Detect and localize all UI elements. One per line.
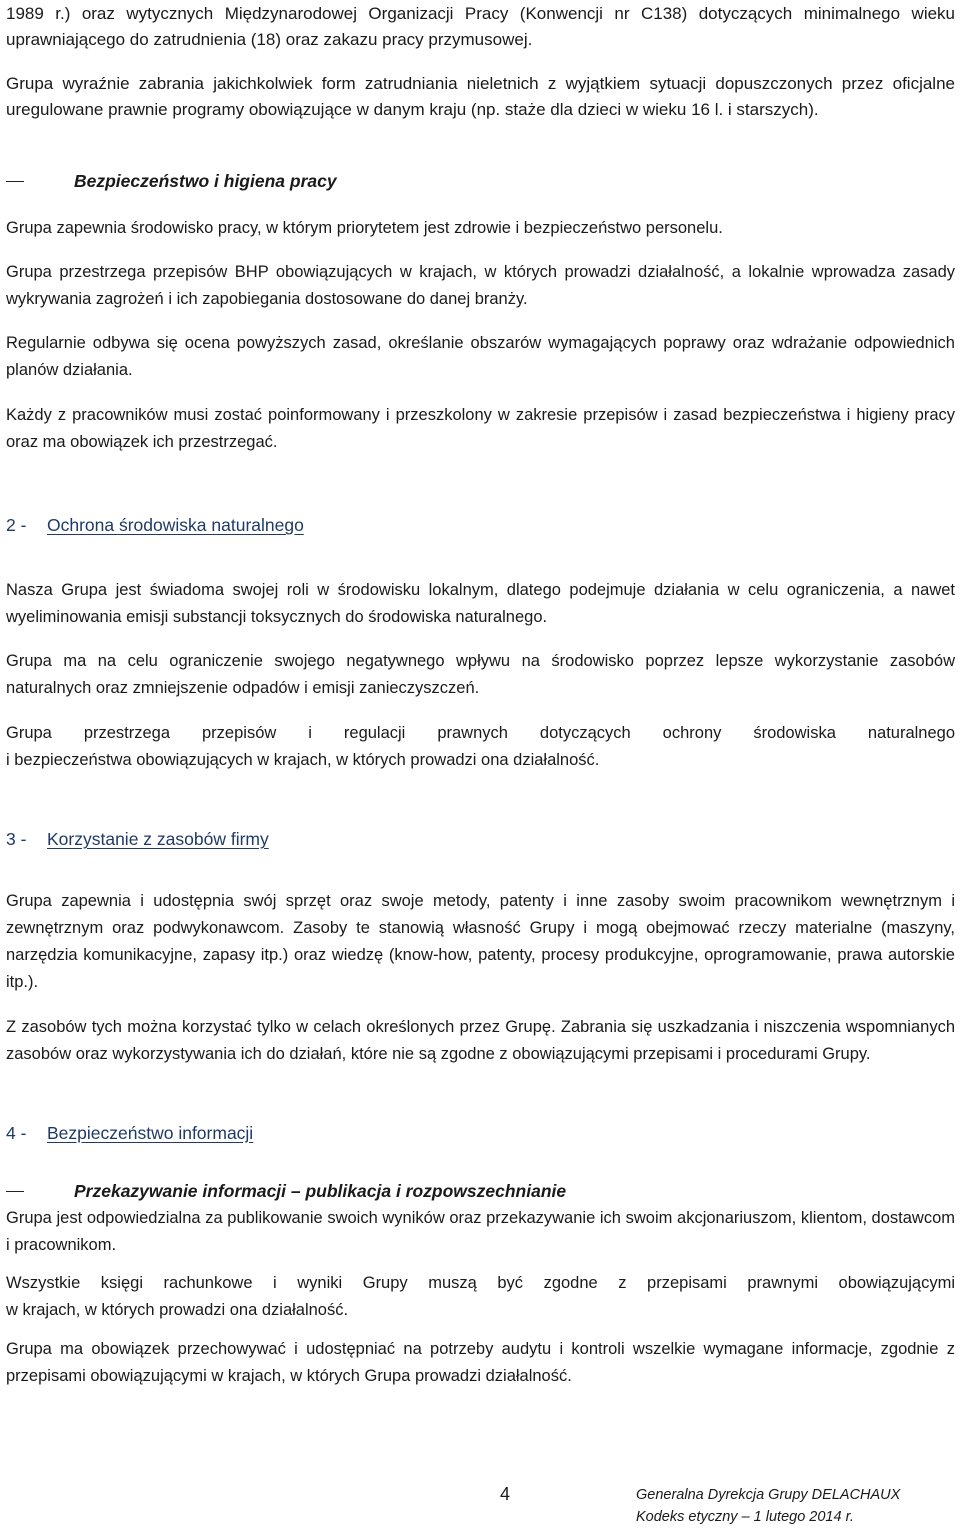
section-4-paragraph-1: Grupa jest odpowiedzialna za publikowanie swoich wyników oraz przekazywanie ich swoim akcjonariuszom, klientom, dostawcom i pracownikom. (6, 1209, 955, 1254)
section-2-paragraph-1: Nasza Grupa jest świadoma swojej roli w środowisku lokalnym, dlatego podejmuje działania w celu ograniczenia, a nawet wyeliminowania emisji substancji toksycznych do środowiska naturalnego. (6, 581, 955, 626)
intro-paragraph-2: Grupa wyraźnie zabrania jakichkolwiek form zatrudniania nieletnich z wyjątkiem sytuacji dopuszczonych przez oficjalne uregulowane prawnie programy obowiązujące w danym kraju (np. staże dla dzieci w wieku 16 l. i starszych). (6, 74, 955, 119)
intro-paragraph-1: 1989 r.) oraz wytycznych Międzynarodowej Organizacji Pracy (Konwencji nr C138) dotyczących minimalnego wieku uprawniającego do zatrudnienia (18) oraz zakazu pracy przymusowej. (6, 4, 955, 49)
footer-line-2: Kodeks etyczny – 1 lutego 2014 r. (636, 1509, 854, 1525)
bhp-paragraph-2: Grupa przestrzega przepisów BHP obowiązujących w krajach, w których prowadzi działalność, a lokalnie wprowadza zasady wykrywania zagrożeń i ich zapobiegania dostosowane do danej branży. (6, 263, 955, 308)
dash-icon (6, 1191, 24, 1192)
information-subheading (6, 1178, 566, 1204)
section-3-title: Korzystanie z zasobów firmy (47, 829, 269, 849)
section-2-title: Ochrona środowiska naturalnego (47, 515, 304, 535)
section-4-title: Bezpieczeństwo informacji (47, 1123, 254, 1143)
bhp-subheading (6, 168, 337, 194)
information-subheading-text: Przekazywanie informacji – publikacja i rozpowszechnianie (74, 1181, 567, 1201)
section-4-paragraph-2-line-2: w krajach, w których prowadzi ona działalność. (6, 1301, 349, 1319)
section-4-paragraph-3: Grupa ma obowiązek przechowywać i udostępniać na potrzeby audytu i kontroli wszelkie wymagane informacje, zgodnie z przepisami obowiązującymi w krajach, w których Grupa prowadzi działalność. (6, 1340, 955, 1385)
section-2-paragraph-3 (6, 720, 955, 774)
section-3-paragraph-1: Grupa zapewnia i udostępnia swój sprzęt oraz swoje metody, patenty i inne zasoby swoim pracownikom wewnętrznym i zewnętrznym oraz podwykonawcom. Zasoby te stanowią własność Grupy i mogą obejmować rzeczy materialne (maszyny, narzędzia komunikacyjne, zapasy itp.) oraz wiedzę (know-how, patenty, procesy produkcyjne, oprogramowanie, prawa autorskie itp.). (6, 892, 955, 991)
bhp-paragraph-1: Grupa zapewnia środowisko pracy, w którym priorytetem jest zdrowie i bezpieczeństwo personelu. (6, 219, 723, 237)
section-4-paragraph-2 (6, 1270, 955, 1324)
dash-icon (6, 181, 24, 182)
page-footer (636, 1484, 900, 1528)
footer-line-1: Generalna Dyrekcja Grupy DELACHAUX (636, 1487, 901, 1503)
section-3-number: 3 - (6, 829, 27, 849)
section-4-heading (6, 1120, 253, 1146)
bhp-paragraph-3: Regularnie odbywa się ocena powyższych zasad, określanie obszarów wymagających poprawy oraz wdrażanie odpowiednich planów działania. (6, 334, 955, 379)
section-4-number: 4 - (6, 1123, 27, 1143)
section-2-number: 2 - (6, 515, 27, 535)
section-2-paragraph-2: Grupa ma na celu ograniczenie swojego negatywnego wpływu na środowisko poprzez lepsze wykorzystanie zasobów naturalnych oraz zmniejszenie odpadów i emisji zanieczyszczeń. (6, 652, 955, 697)
section-3-heading (6, 826, 269, 852)
section-4-paragraph-2-line-1: Wszystkie księgi rachunkowe i wyniki Grupy muszą być zgodne z przepisami prawnymi obowiązującymi (6, 1274, 955, 1292)
page-number: 4 (500, 1484, 511, 1504)
section-2-paragraph-3-line-1: Grupa przestrzega przepisów i regulacji prawnych dotyczących ochrony środowiska naturalnego (6, 724, 955, 742)
bhp-paragraph-4: Każdy z pracowników musi zostać poinformowany i przeszkolony w zakresie przepisów i zasad bezpieczeństwa i higieny pracy oraz ma obowiązek ich przestrzegać. (6, 406, 955, 451)
section-2-paragraph-3-line-2: i bezpieczeństwa obowiązujących w krajach, w których prowadzi ona działalność. (6, 751, 600, 769)
section-2-heading (6, 512, 304, 538)
section-3-paragraph-2: Z zasobów tych można korzystać tylko w celach określonych przez Grupę. Zabrania się uszkadzania i niszczenia wspomnianych zasobów oraz wykorzystywania ich do działań, które nie są zgodne z obowiązującymi przepisami i procedurami Grupy. (6, 1018, 955, 1063)
bhp-subheading-text: Bezpieczeństwo i higiena pracy (74, 171, 337, 191)
